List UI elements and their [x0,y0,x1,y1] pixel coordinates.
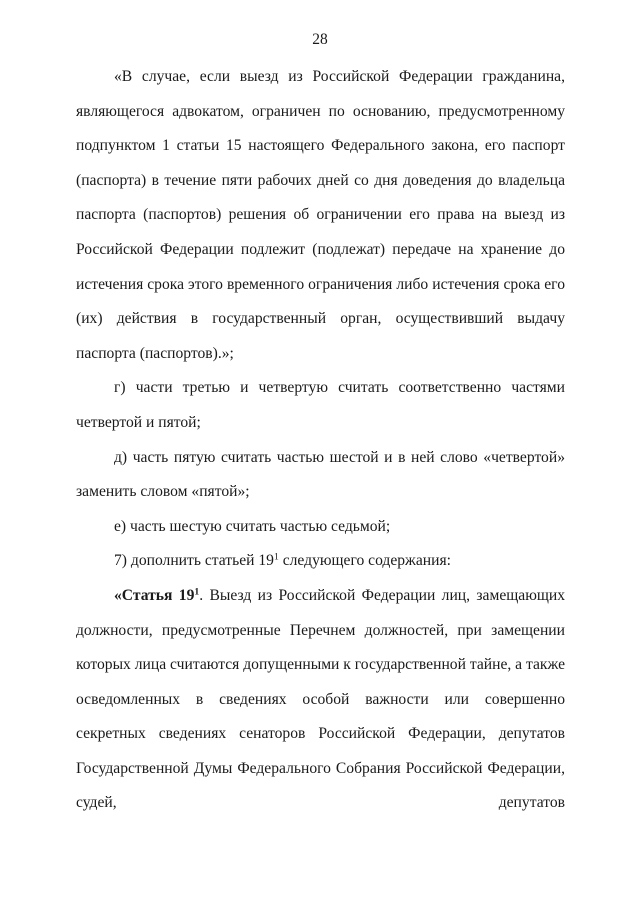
article-heading [114,587,199,604]
paragraph-item-e: е) часть шестую считать частью седьмой; [114,517,391,535]
article-text: . Выезд из Российской Федерации лиц, замещающих должности, предусмотренные Перечнем должностей, при замещении которых лица считаются допущенными к государственной тайне, а также осведомленных в сведениях особой важности или совершенно секретных сведениях сенаторов Российской Федерации, депутатов Государственной Думы Федерального Собрания Российской Федерации, судей, депутатов [76,586,565,812]
superscript: 1 [194,586,200,598]
item-7-text-end: следующего содержания: [278,552,451,570]
paragraph-item-g: г) части третью и четвертую считать соответственно частями четвертой и пятой; [76,379,565,431]
item-7-text: 7) дополнить статьей 19 [114,552,274,570]
superscript: 1 [273,552,279,563]
page-number: 28 [312,31,328,48]
paragraph-passport-quote: «В случае, если выезд из Российской Федерации гражданина, являющегося адвокатом, ограничен по основанию, предусмотренному подпунктом 1 статьи 15 настоящего Федерального закона, его паспорт (паспорта) в течение пяти рабочих дней со дня доведения до владельца паспорта (паспортов) решения об ограничении его права на выезд из Российской Федерации подлежит (подлежат) передаче на хранение до истечения срока этого временного ограничения либо истечения срока его (их) действия в государственный орган, осуществивший выдачу паспорта (паспортов).»; [76,68,565,362]
paragraph-item-d: д) часть пятую считать частью шестой и в ней слово «четвертой» заменить словом «пятой»; [76,448,565,501]
article-title: «Статья 19 [114,586,195,604]
document-body [76,60,565,821]
paragraph-article-19-1 [76,579,565,821]
paragraph-item-7 [76,544,565,579]
